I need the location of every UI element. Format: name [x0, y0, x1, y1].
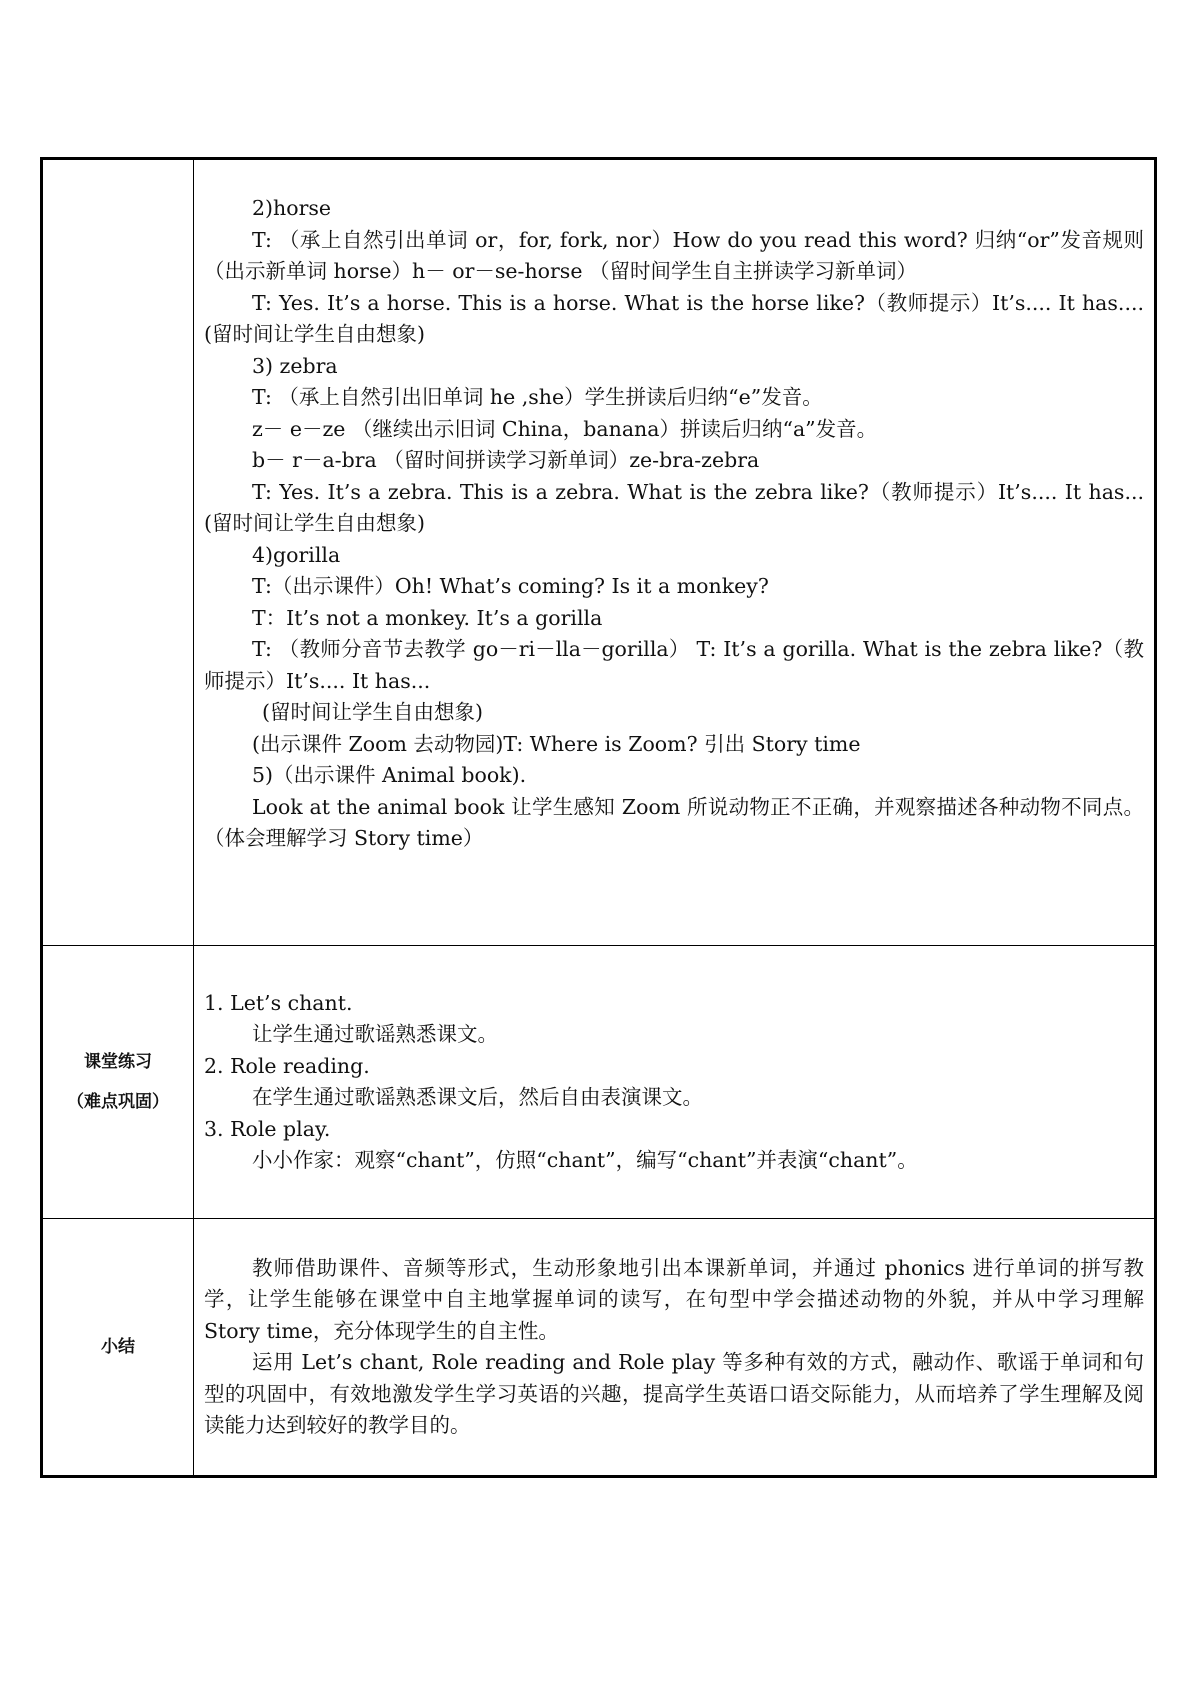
label-line: 小结 [101, 1337, 135, 1357]
text-line: 5)（出示课件 Animal book). [252, 763, 527, 787]
text-line: 在学生通过歌谣熟悉课文后，然后自由表演课文。 [252, 1085, 703, 1109]
text-line: Look at the animal book 让学生感知 Zoom 所说动物正不正确，并观察描述各种动物不同点。（体会理解学习 Story time） [204, 794, 1144, 850]
label-line: 课堂练习 [84, 1052, 152, 1072]
text-line: T:（出示课件）Oh! What’s coming? Is it a monkey? [252, 574, 769, 598]
text-line: (留时间让学生自由想象) [262, 700, 483, 724]
text-line: (出示课件 Zoom 去动物园)T: Where is Zoom? 引出 Story time [252, 731, 861, 756]
text-line: T: （教师分音节去教学 go－ri－lla－gorilla） T: It’s a gorilla. What is the zebra like?（教师提示）It’s.... It has... [204, 637, 1144, 693]
text-line: 4)gorilla [252, 542, 341, 567]
row-label-summary [42, 1219, 194, 1477]
text-line: T: Yes. It’s a zebra. This is a zebra. What is the zebra like?（教师提示）It’s.... It has... (留时间让学生自由想象) [204, 479, 1144, 535]
row-content-summary [194, 1219, 1156, 1477]
text-line: T: Yes. It’s a horse. This is a horse. What is the horse like?（教师提示）It’s.... It has.... (留时间让学生自由想象) [204, 290, 1144, 346]
text-line: 让学生通过歌谣熟悉课文。 [252, 1022, 498, 1046]
text-line: 教师借助课件、音频等形式，生动形象地引出本课新单词，并通过 phonics 进行单词的拼写教学，让学生能够在课堂中自主地掌握单词的读写，在句型中学会描述动物的外貌，并从中学习理解 Story time，充分体现学生的自主性。 [204, 1255, 1144, 1343]
row-content-practice [194, 946, 1156, 1219]
text-line: z－ e－ze （继续出示旧词 China，banana）拼读后归纳“a”发音。 [252, 416, 878, 441]
table-row-procedure [42, 159, 1156, 946]
text-line: 3. Role play. [204, 1116, 331, 1141]
text-line: 2. Role reading. [204, 1053, 370, 1078]
text-line: T: （承上自然引出单词 or，for, fork, nor）How do you read this word? 归纳“or”发音规则（出示新单词 horse）h－ or－se-horse （留时间学生自主拼读学习新单词） [204, 227, 1144, 283]
label-line: （难点巩固） [67, 1092, 169, 1112]
row-label-empty [42, 159, 194, 946]
lesson-plan-table [40, 157, 1157, 1478]
table-row-practice [42, 946, 1156, 1219]
text-line: T: （承上自然引出旧单词 he ,she）学生拼读后归纳“e”发音。 [252, 385, 823, 409]
table-row-summary [42, 1219, 1156, 1477]
text-line: 1. Let’s chant. [204, 990, 353, 1015]
row-label-practice [42, 946, 194, 1219]
text-line: b－ r－a-bra （留时间拼读学习新单词）ze-bra-zebra [252, 448, 760, 472]
text-line: 运用 Let’s chant, Role reading and Role play 等多种有效的方式，融动作、歌谣于单词和句型的巩固中，有效地激发学生学习英语的兴趣，提高学生英语口语交际能力，从而培养了学生理解及阅读能力达到较好的教学目的。 [204, 1350, 1144, 1437]
row-content-procedure [194, 159, 1156, 946]
text-line: 小小作家：观察“chant”，仿照“chant”，编写“chant”并表演“chant”。 [252, 1148, 918, 1172]
text-line: 3) zebra [252, 353, 338, 378]
text-line: 2)horse [252, 196, 332, 220]
text-line: T：It’s not a monkey. It’s a gorilla [252, 605, 603, 630]
